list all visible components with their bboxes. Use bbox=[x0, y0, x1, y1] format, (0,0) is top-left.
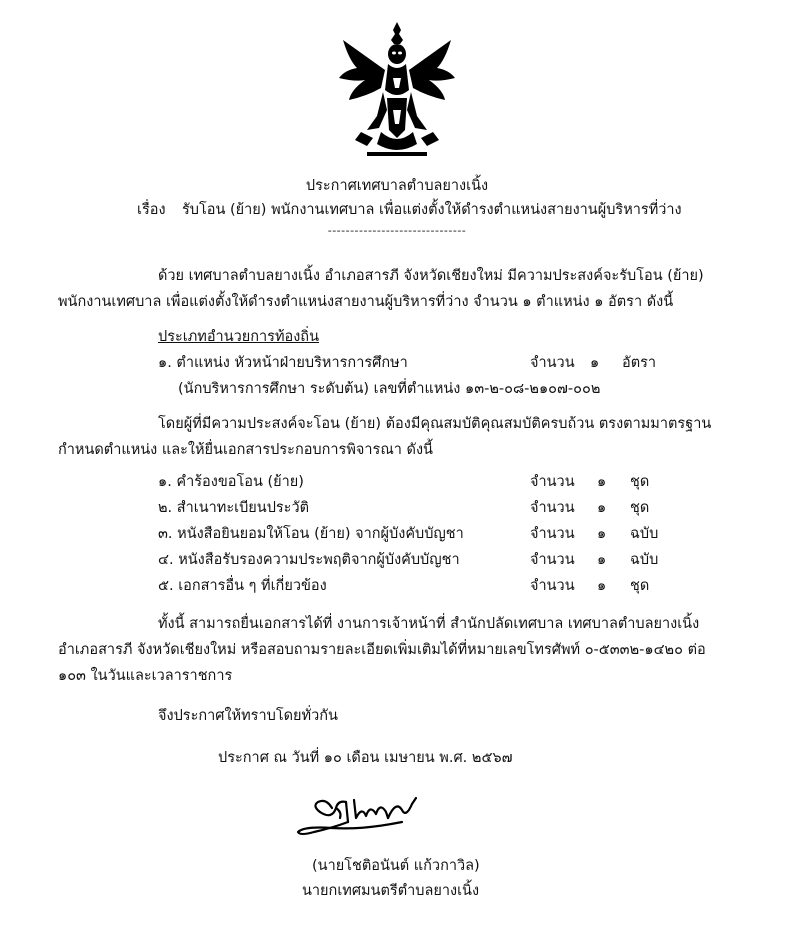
position-label: ๑. ตำแหน่ง หัวหน้าฝ่ายบริหารการศึกษา bbox=[158, 355, 408, 371]
document-item-unit: ฉบับ bbox=[630, 552, 659, 568]
qualification-line-1: โดยผู้ที่มีความประสงค์จะโอน (ย้าย) ต้องมีคุณสมบัติคุณสมบัติครบถ้วน ตรงตามมาตรฐาน bbox=[158, 416, 712, 432]
document-item-label: ๒. สำเนาทะเบียนประวัติ bbox=[158, 500, 310, 516]
document-item-unit: ชุด bbox=[630, 500, 650, 516]
intro-line-2: พนักงานเทศบาล เพื่อแต่งตั้งให้ดำรงตำแหน่งสายงานผู้บริหารที่ว่าง จำนวน ๑ ตำแหน่ง ๑ อัตรา ดังนี้ bbox=[58, 294, 674, 310]
document-item-unit: ชุด bbox=[630, 578, 650, 594]
document-item-count: ๑ bbox=[597, 552, 607, 568]
position-unit: อัตรา bbox=[622, 355, 657, 371]
document-item-count: ๑ bbox=[597, 500, 607, 516]
intro-line-1: ด้วย เทศบาลตำบลยางเนิ้ง อำเภอสารภี จังหวัดเชียงใหม่ มีความประสงค์จะรับโอน (ย้าย) bbox=[158, 268, 704, 284]
garuda-emblem bbox=[337, 20, 457, 162]
contact-line-2: อำเภอสารภี จังหวัดเชียงใหม่ หรือสอบถามรายละเอียดเพิ่มเติมได้ที่หมายเลขโทรศัพท์ ๐-๕๓๓๒-๑๔๒๐ ต่อ bbox=[58, 642, 706, 658]
document-item-count: ๑ bbox=[597, 474, 607, 490]
document-item-unit: ฉบับ bbox=[630, 526, 659, 542]
document-item-label: ๕. เอกสารอื่น ๆ ที่เกี่ยวข้อง bbox=[158, 578, 327, 594]
position-type-heading: ประเภทอำนวยการท้องถิ่น bbox=[158, 329, 320, 345]
contact-line-1: ทั้งนี้ สามารถยื่นเอกสารได้ที่ งานการเจ้าหน้าที่ สำนักปลัดเทศบาล เทศบาลตำบลยางเนิ้ง bbox=[158, 616, 700, 632]
document-item-label: ๓. หนังสือยินยอมให้โอน (ย้าย) จากผู้บังคับบัญชา bbox=[158, 526, 464, 542]
announcement-date: ประกาศ ณ วันที่ ๑๐ เดือน เมษายน พ.ศ. ๒๕๖๗ bbox=[218, 750, 513, 766]
document-item-count-label: จำนวน bbox=[530, 474, 575, 490]
position-count-label: จำนวน bbox=[530, 355, 575, 371]
announcement-title: ประกาศเทศบาลตำบลยางเนิ้ง bbox=[305, 178, 489, 194]
signer-name: (นายโชติอนันต์ แก้วกาวิล) bbox=[312, 858, 480, 874]
document-item-count-label: จำนวน bbox=[530, 500, 575, 516]
contact-line-3: ๑๐๓ ในวันและเวลาราชการ bbox=[58, 668, 233, 684]
subject-label: เรื่อง bbox=[137, 202, 166, 218]
position-detail: (นักบริหารการศึกษา ระดับต้น) เลขที่ตำแหน่ง ๑๓-๒-๐๘-๒๑๐๗-๐๐๒ bbox=[178, 381, 601, 397]
separator: ------------------------------- bbox=[327, 224, 467, 237]
document-item-unit: ชุด bbox=[630, 474, 650, 490]
qualification-line-2: กำหนดตำแหน่ง และให้ยื่นเอกสารประกอบการพิจารณา ดังนี้ bbox=[58, 442, 433, 458]
handwritten-signature bbox=[292, 788, 442, 850]
closing-statement: จึงประกาศให้ทราบโดยทั่วกัน bbox=[158, 708, 338, 724]
document-item-label: ๑. คำร้องขอโอน (ย้าย) bbox=[158, 474, 304, 490]
subject-text: รับโอน (ย้าย) พนักงานเทศบาล เพื่อแต่งตั้งให้ดำรงตำแหน่งสายงานผู้บริหารที่ว่าง bbox=[182, 202, 682, 218]
document-item-count: ๑ bbox=[597, 578, 607, 594]
position-count: ๑ bbox=[590, 355, 600, 371]
document-item-count-label: จำนวน bbox=[530, 578, 575, 594]
document-item-count: ๑ bbox=[597, 526, 607, 542]
document-item-count-label: จำนวน bbox=[530, 526, 575, 542]
document-item-label: ๔. หนังสือรับรองความประพฤติจากผู้บังคับบัญชา bbox=[158, 552, 460, 568]
document-item-count-label: จำนวน bbox=[530, 552, 575, 568]
signer-title: นายกเทศมนตรีตำบลยางเนิ้ง bbox=[302, 883, 480, 899]
